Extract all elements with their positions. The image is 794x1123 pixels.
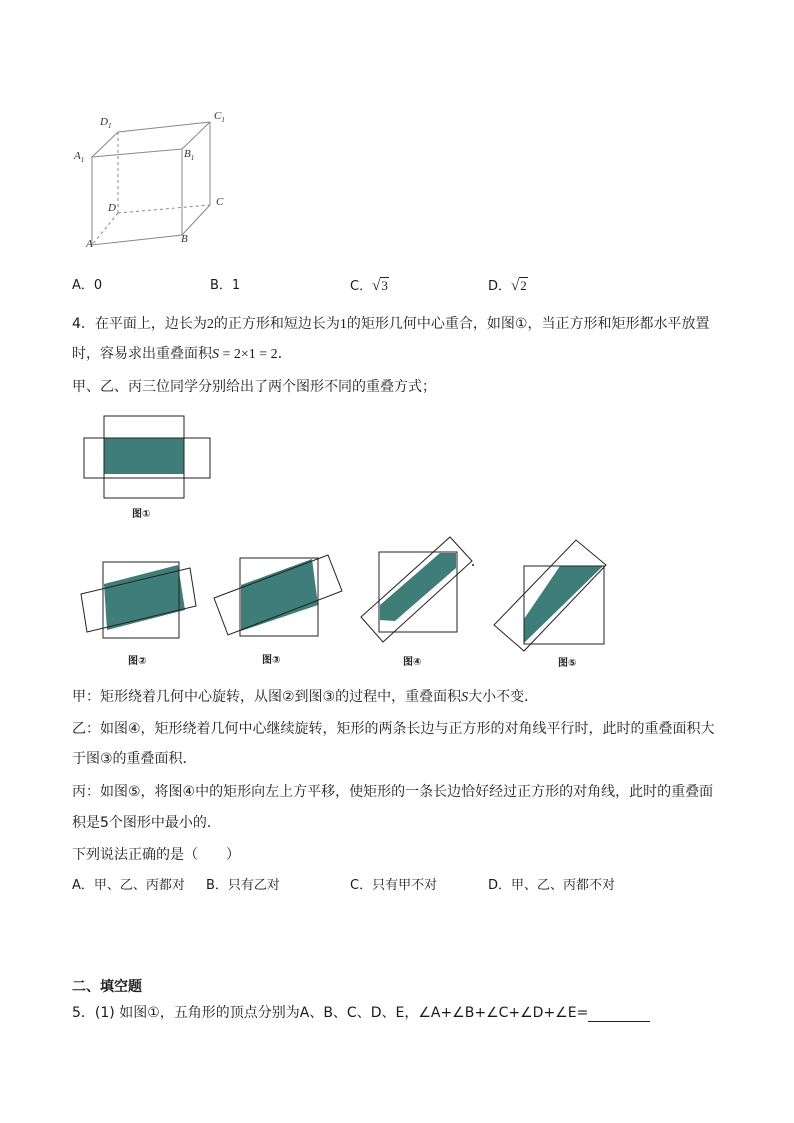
label-c1: $C_1$ [214, 110, 225, 124]
figure-2 [75, 558, 205, 673]
q5-line: 5．(1) 如图①，五角形的顶点分别为A、B、C、D、E，∠A+∠B+∠C+∠D+∠E= [72, 1004, 650, 1022]
q3-option-d: D．√2 [488, 278, 527, 294]
q3-option-a: A．0 [72, 278, 103, 293]
q4-option-c: C．只有甲不对 [350, 878, 438, 893]
label-a1: $A_1$ [74, 150, 85, 164]
caption-fig1: 图① [132, 509, 151, 520]
label-b1: $B_1$ [184, 148, 195, 162]
label-d1: $D_1$ [100, 116, 112, 130]
statement-yi-line1: 乙：如图④，矩形绕着几何中心继续旋转，矩形的两条长边与正方形的对角线平行时，此时的重叠面积大 [72, 721, 715, 737]
label-b: B [181, 233, 188, 245]
q4-option-d: D．甲、乙、丙都不对 [488, 878, 616, 893]
statement-bing-line1: 丙：如图⑤，将图④中的矩形向左上方平移，使矩形的一条长边恰好经过正方形的对角线，此时的重叠面 [72, 784, 714, 800]
figure-4 [355, 535, 485, 670]
q4-option-b: B．只有乙对 [206, 878, 280, 893]
q4-stem-line2: 时，容易求出重叠面积S = 2×1 = 2． [72, 346, 292, 362]
caption-fig4: 图④ [403, 657, 422, 668]
answer-blank[interactable] [588, 1007, 650, 1022]
caption-fig5: 图⑤ [558, 658, 577, 669]
q4-stem-line3: 甲、乙、丙三位同学分别给出了两个图形不同的重叠方式； [72, 379, 436, 395]
figure-3 [210, 553, 345, 668]
q3-option-c: C．√3 [350, 278, 388, 294]
figure-1 [80, 413, 215, 523]
q4-option-a: A．甲、乙、丙都对 [72, 878, 185, 893]
statement-yi-line2: 于图③的重叠面积． [72, 751, 197, 767]
cube-figure [70, 105, 240, 255]
label-a: A [86, 238, 93, 250]
q4-stem-line1: 4．在平面上，边长为2的正方形和短边长为1的矩形几何中心重合，如图①，当正方形和矩形都水平放置 [72, 316, 710, 332]
statement-jia: 甲：矩形绕着几何中心旋转，从图②到图③的过程中，重叠面积S大小不变． [72, 689, 539, 705]
section-heading: 二、填空题 [72, 979, 142, 995]
q4-question: 下列说法正确的是（ ） [72, 847, 240, 863]
label-c: C [216, 196, 224, 208]
label-d: D [108, 202, 116, 214]
caption-fig3: 图③ [262, 655, 281, 666]
figure-5 [490, 535, 620, 670]
q3-option-b: B．1 [210, 278, 241, 293]
statement-bing-line2: 积是5个图形中最小的． [72, 815, 221, 831]
caption-fig2: 图② [128, 656, 147, 667]
